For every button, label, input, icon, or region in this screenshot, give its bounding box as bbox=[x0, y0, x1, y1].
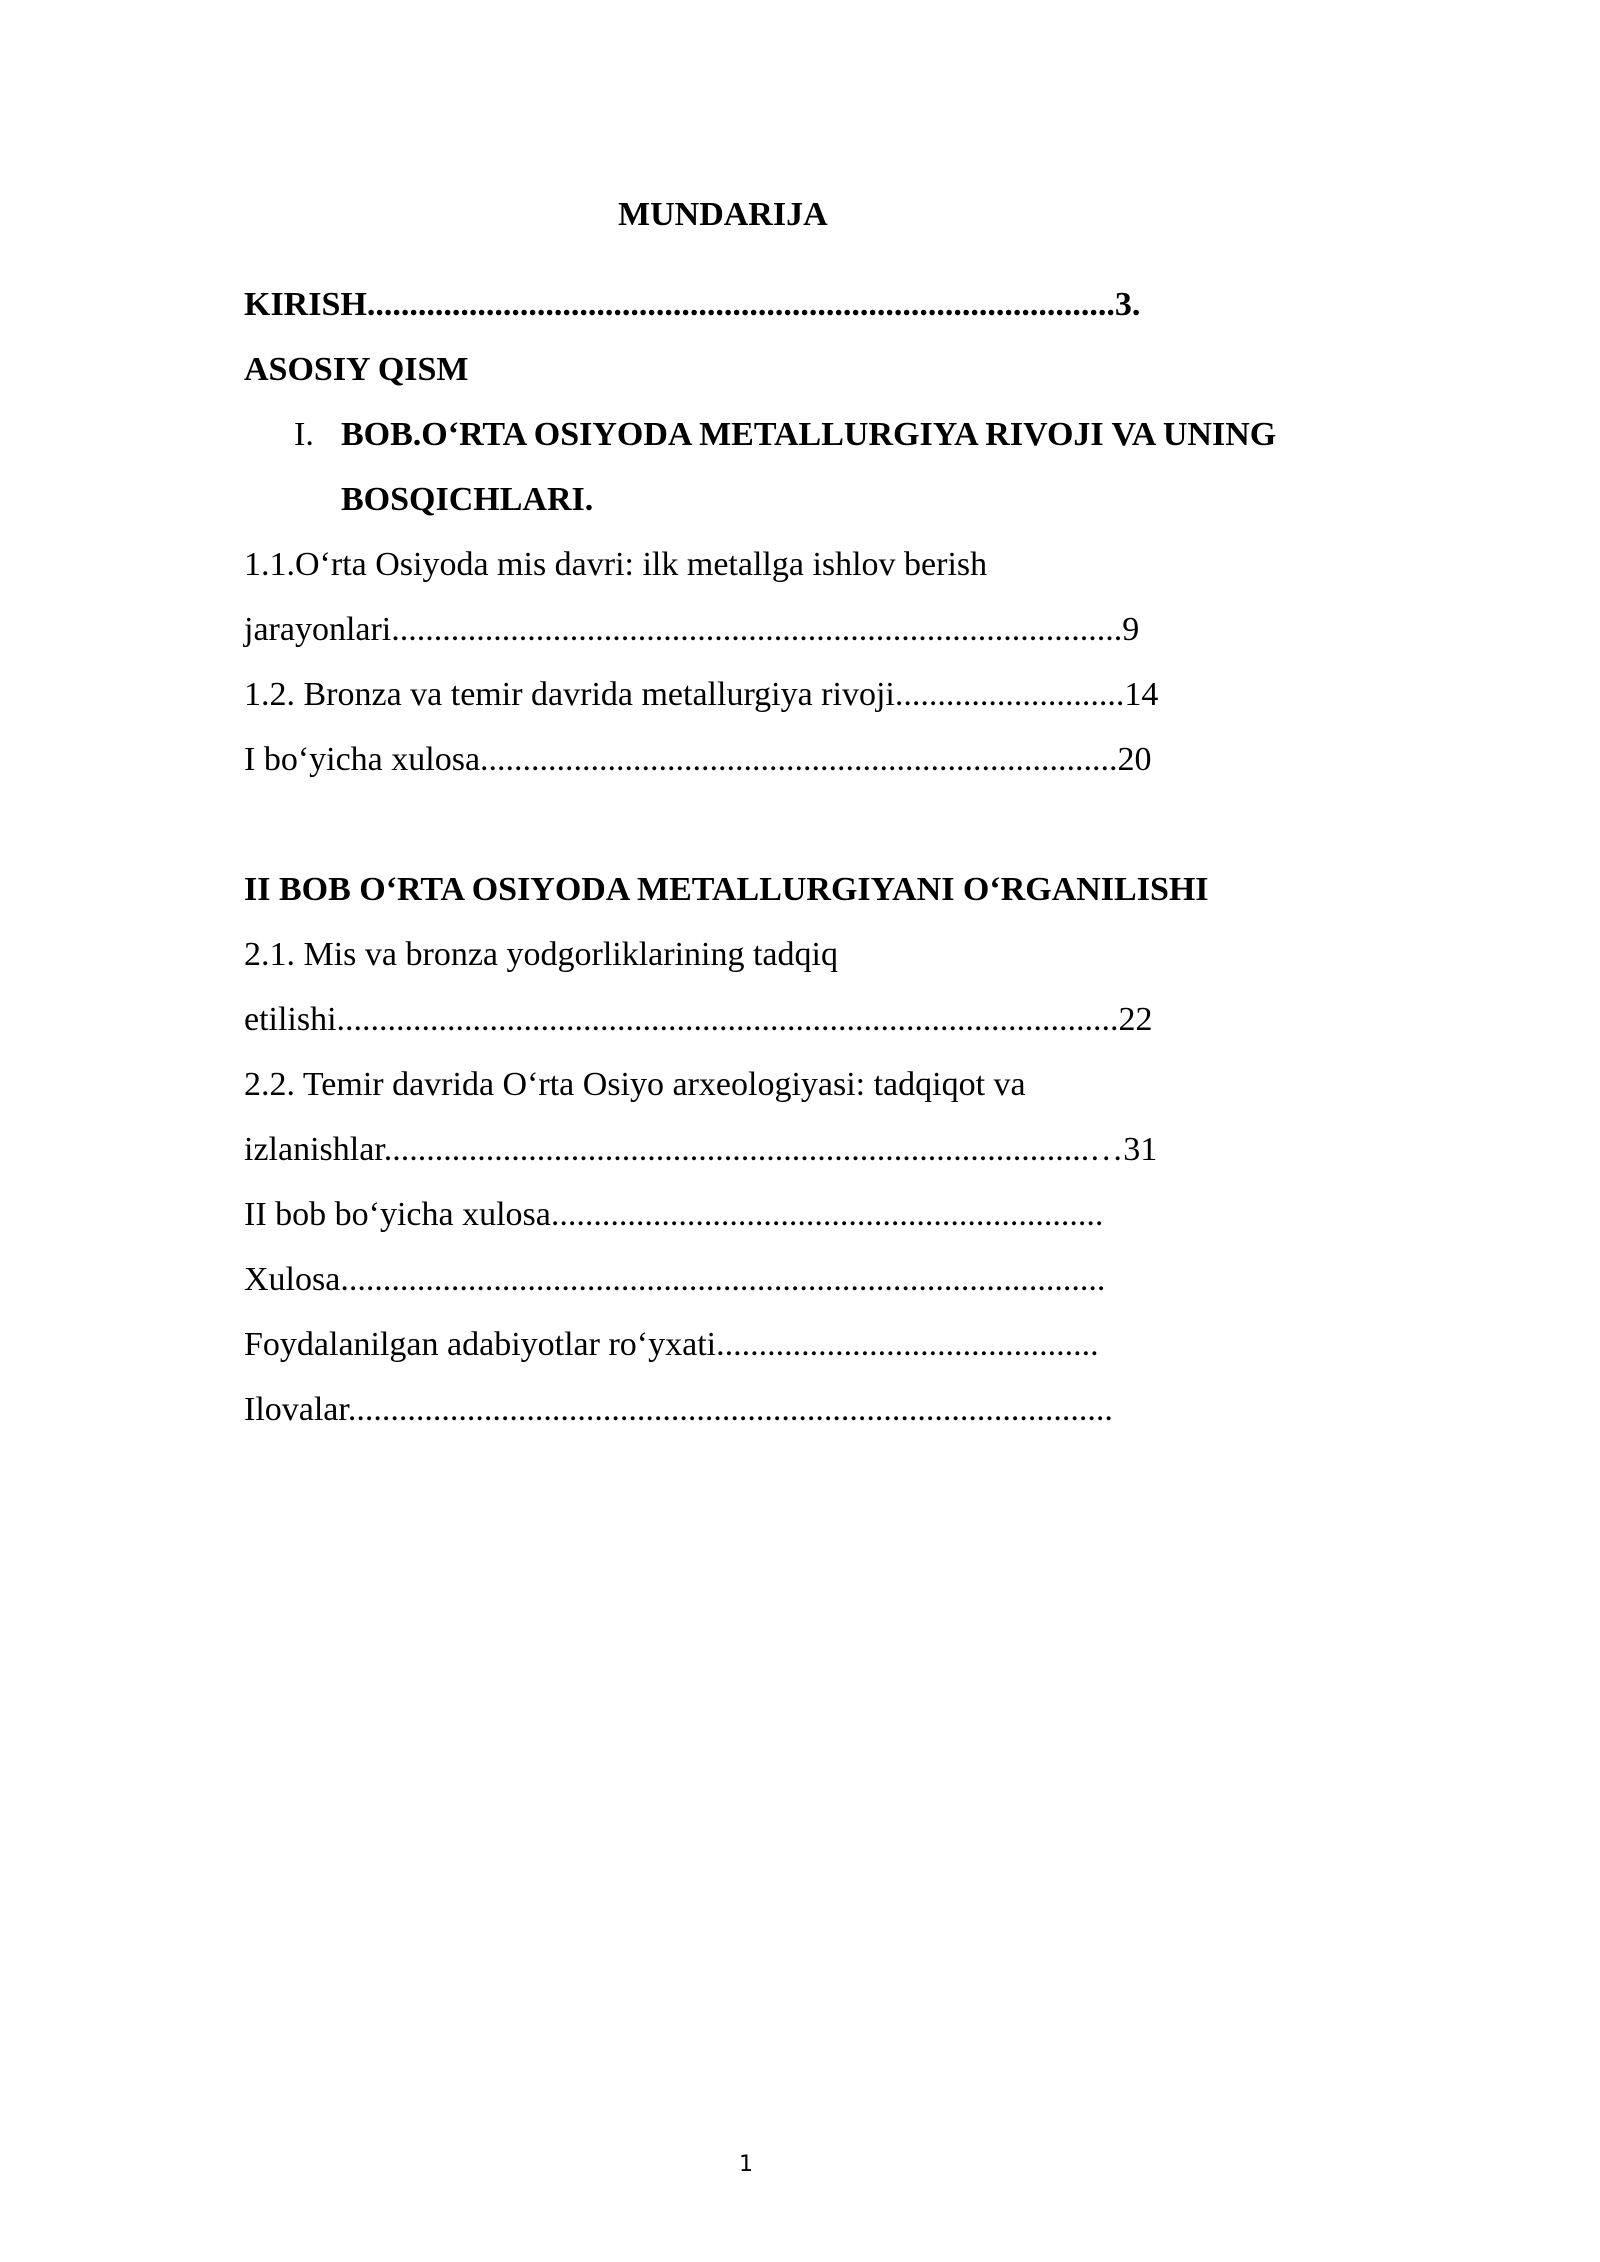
toc-entry-1-1: 1.1.O‘rta Osiyoda mis davri: ilk metallga ishlov berish bbox=[244, 546, 988, 583]
toc-entry-xulosa: Xulosa.......................................................................................... bbox=[244, 1261, 1106, 1298]
toc-chapter2-title: II BOB O‘RTA OSIYODA METALLURGIYANI O‘RGANILISHI bbox=[244, 871, 1209, 908]
toc-entry-2-1-continued: etilishi............................................................................................22 bbox=[244, 1001, 1153, 1038]
toc-entry-2-1: 2.1. Mis va bronza yodgorliklarining tadqiq bbox=[244, 936, 838, 973]
toc-entry-kirish: KIRISH........................................................................................3. bbox=[244, 286, 1141, 323]
page-number: 1 bbox=[739, 2152, 753, 2177]
toc-chapter1-title: BOB.O‘RTA OSIYODA METALLURGIYA RIVOJI VA UNING bbox=[341, 416, 1277, 453]
toc-entry-appendices: Ilovalar.......................................................................................... bbox=[244, 1391, 1113, 1428]
toc-chapter1-title-continued: BOSQICHLARI. bbox=[341, 481, 594, 518]
toc-entry-chapter1-conclusion: I bo‘yicha xulosa...........................................................................20 bbox=[244, 741, 1152, 778]
toc-entry-2-2: 2.2. Temir davrida O‘rta Osiyo arxeologiyasi: tadqiqot va bbox=[244, 1066, 1026, 1103]
toc-section-asosiy-qism: ASOSIY QISM bbox=[244, 351, 469, 388]
page-title: MUNDARIJA bbox=[618, 196, 828, 233]
toc-chapter1-number: I. bbox=[294, 416, 314, 453]
toc-entry-1-1-continued: jarayonlari......................................................................................9 bbox=[244, 611, 1140, 648]
toc-entry-1-2: 1.2. Bronza va temir davrida metallurgiya rivoji...........................14 bbox=[244, 676, 1159, 713]
toc-entry-2-2-continued: izlanishlar...................................................................................…31 bbox=[244, 1131, 1158, 1168]
toc-entry-references: Foydalanilgan adabiyotlar ro‘yxati............................................. bbox=[244, 1326, 1099, 1363]
toc-entry-chapter2-conclusion: II bob bo‘yicha xulosa................................................................. bbox=[244, 1196, 1104, 1233]
